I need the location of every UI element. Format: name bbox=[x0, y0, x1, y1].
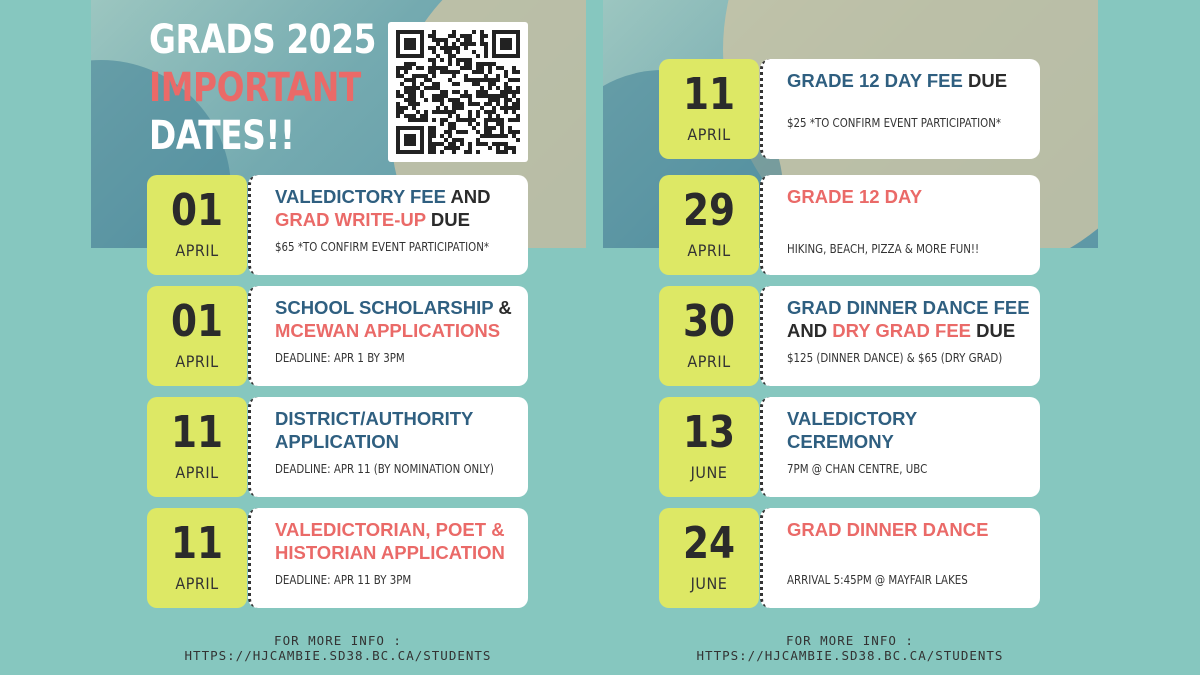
date-item bbox=[659, 286, 1040, 386]
event-title bbox=[275, 185, 528, 231]
event-card bbox=[248, 508, 528, 608]
event-title bbox=[275, 407, 528, 453]
date-box bbox=[147, 286, 247, 386]
event-detail: DEADLINE: APR 11 BY 3PM bbox=[275, 572, 412, 587]
event-card bbox=[248, 286, 528, 386]
event-title bbox=[787, 518, 1040, 541]
date-month: JUNE bbox=[690, 574, 728, 593]
event-detail: $25 *TO CONFIRM EVENT PARTICIPATION* bbox=[787, 115, 1001, 130]
qr-code-icon[interactable] bbox=[388, 22, 528, 162]
event-card bbox=[760, 286, 1040, 386]
date-box bbox=[659, 397, 759, 497]
footer-left bbox=[158, 633, 518, 663]
event-card bbox=[760, 508, 1040, 608]
event-title-part: VALEDICTORY bbox=[787, 408, 918, 429]
event-title-part: DUE bbox=[962, 70, 1008, 91]
title-line-3: DATES!! bbox=[149, 113, 295, 159]
date-box bbox=[659, 59, 759, 159]
event-card bbox=[760, 175, 1040, 275]
event-title-part: HISTORIAN APPLICATION bbox=[275, 542, 505, 563]
event-title-part: AND bbox=[787, 320, 833, 341]
footer-link[interactable]: HTTPS://HJCAMBIE.SD38.BC.CA/STUDENTS bbox=[696, 648, 1004, 663]
date-item bbox=[147, 397, 528, 497]
date-day: 11 bbox=[170, 407, 224, 458]
footer-label: FOR MORE INFO : bbox=[786, 633, 914, 648]
event-title bbox=[787, 69, 1040, 92]
date-day: 11 bbox=[682, 69, 736, 120]
event-detail: ARRIVAL 5:45PM @ MAYFAIR LAKES bbox=[787, 572, 968, 587]
event-title-part: DUE bbox=[971, 320, 1016, 341]
event-title bbox=[787, 185, 1040, 208]
event-detail: DEADLINE: APR 11 (BY NOMINATION ONLY) bbox=[275, 461, 494, 476]
event-title-part: VALEDICTORY FEE bbox=[275, 186, 446, 207]
date-box bbox=[147, 175, 247, 275]
date-day: 01 bbox=[170, 296, 224, 347]
date-month: APRIL bbox=[175, 241, 219, 260]
date-item bbox=[659, 59, 1040, 159]
date-day: 13 bbox=[682, 407, 736, 458]
date-month: APRIL bbox=[175, 574, 219, 593]
event-detail: $125 (DINNER DANCE) & $65 (DRY GRAD) bbox=[787, 350, 1003, 365]
date-month: APRIL bbox=[687, 125, 731, 144]
date-month: APRIL bbox=[175, 352, 219, 371]
date-day: 01 bbox=[170, 185, 224, 236]
event-title bbox=[787, 407, 1040, 453]
date-month: APRIL bbox=[175, 463, 219, 482]
event-title-part: GRADE 12 DAY FEE bbox=[787, 70, 963, 91]
event-title-part: MCEWAN APPLICATIONS bbox=[275, 320, 501, 341]
date-item bbox=[659, 397, 1040, 497]
date-item bbox=[147, 286, 528, 386]
event-title-part: GRAD WRITE-UP bbox=[275, 209, 426, 230]
date-item bbox=[147, 508, 528, 608]
date-month: APRIL bbox=[687, 241, 731, 260]
date-day: 11 bbox=[170, 518, 224, 569]
event-detail: 7PM @ CHAN CENTRE, UBC bbox=[787, 461, 928, 476]
footer-label: FOR MORE INFO : bbox=[274, 633, 402, 648]
event-detail: $65 *TO CONFIRM EVENT PARTICIPATION* bbox=[275, 239, 489, 254]
footer-link[interactable]: HTTPS://HJCAMBIE.SD38.BC.CA/STUDENTS bbox=[184, 648, 492, 663]
date-month: APRIL bbox=[687, 352, 731, 371]
event-title-part: DRY GRAD FEE bbox=[832, 320, 972, 341]
event-title-part: AND bbox=[445, 186, 491, 207]
event-title-part: VALEDICTORIAN, POET & bbox=[275, 519, 505, 540]
event-title-part: DUE bbox=[425, 209, 470, 230]
date-item bbox=[659, 508, 1040, 608]
event-title-part: GRADE 12 DAY bbox=[787, 186, 923, 207]
date-box bbox=[659, 175, 759, 275]
date-day: 29 bbox=[682, 185, 736, 236]
date-month: JUNE bbox=[690, 463, 728, 482]
event-title bbox=[275, 296, 528, 342]
date-box bbox=[147, 397, 247, 497]
date-box bbox=[659, 286, 759, 386]
event-card bbox=[760, 59, 1040, 159]
event-card bbox=[248, 397, 528, 497]
event-title bbox=[275, 518, 528, 564]
event-title-part: DISTRICT/AUTHORITY bbox=[275, 408, 474, 429]
event-title-part: GRAD DINNER DANCE bbox=[787, 519, 989, 540]
title-line-2: IMPORTANT bbox=[149, 65, 361, 111]
qr-code-graphic bbox=[396, 30, 520, 154]
event-title bbox=[787, 296, 1040, 342]
event-detail: HIKING, BEACH, PIZZA & MORE FUN!! bbox=[787, 241, 980, 256]
event-title-part: CEREMONY bbox=[787, 431, 894, 452]
date-item bbox=[659, 175, 1040, 275]
event-card bbox=[248, 175, 528, 275]
date-box bbox=[659, 508, 759, 608]
date-item bbox=[147, 175, 528, 275]
date-day: 24 bbox=[682, 518, 736, 569]
event-title-part: & bbox=[493, 297, 512, 318]
footer-right bbox=[670, 633, 1030, 663]
event-title-part: GRAD DINNER DANCE FEE bbox=[787, 297, 1030, 318]
title-line-1: GRADS 2025 bbox=[149, 17, 377, 63]
event-title-part: SCHOOL SCHOLARSHIP bbox=[275, 297, 494, 318]
event-detail: DEADLINE: APR 1 BY 3PM bbox=[275, 350, 405, 365]
event-title-part: APPLICATION bbox=[275, 431, 400, 452]
date-box bbox=[147, 508, 247, 608]
event-card bbox=[760, 397, 1040, 497]
date-day: 30 bbox=[682, 296, 736, 347]
